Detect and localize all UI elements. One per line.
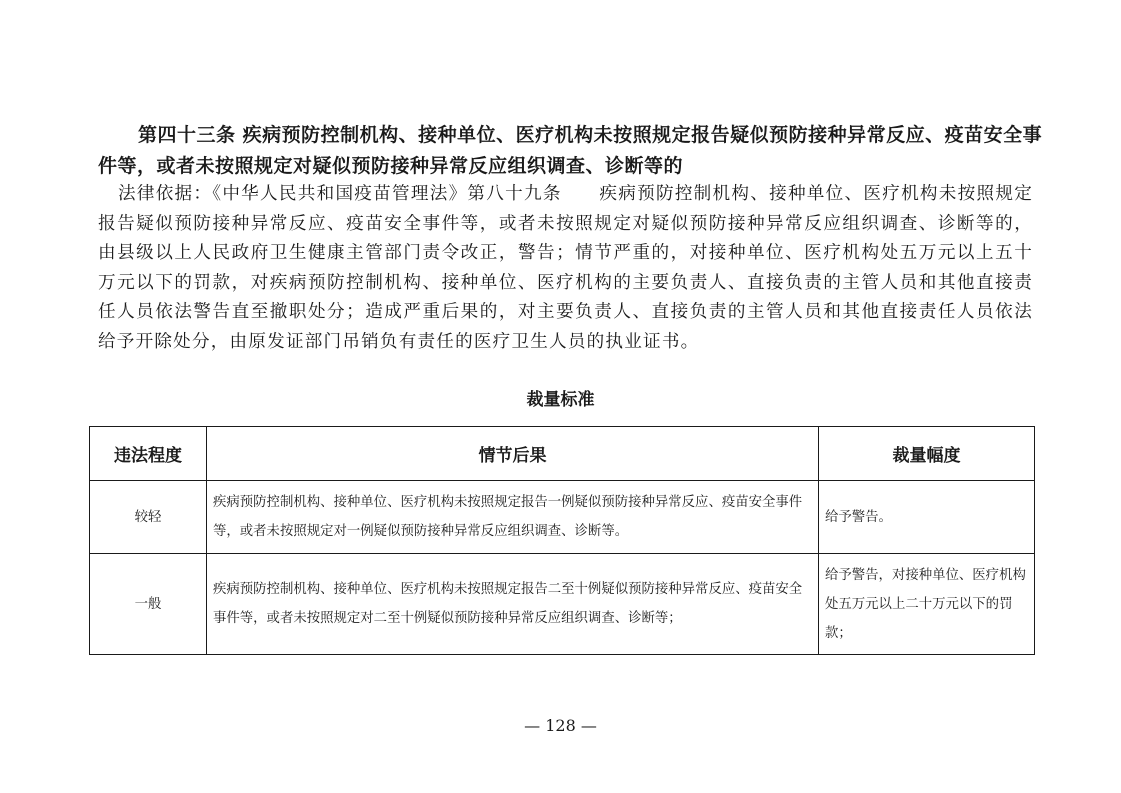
header-penalty-range: 裁量幅度 bbox=[819, 427, 1035, 481]
circumstance-cell: 疾病预防控制机构、接种单位、医疗机构未按照规定报告一例疑似预防接种异常反应、疫苗安全事件等，或者未按照规定对一例疑似预防接种异常反应组织调查、诊断等。 bbox=[207, 481, 819, 554]
table-row bbox=[90, 481, 1035, 554]
sanction-standard-table bbox=[89, 426, 1035, 655]
legal-basis-paragraph: 法律依据：《中华人民共和国疫苗管理法》第八十九条 疾病预防控制机构、接种单位、医疗机构未按照规定报告疑似预防接种异常反应、疫苗安全事件等，或者未按照规定对疑似预防接种异常反应组织调查、诊断等的，由县级以上人民政府卫生健康主管部门责令改正，警告；情节严重的，对接种单位、医疗机构处五万元以上五十万元以下的罚款，对疾病预防控制机构、接种单位、医疗机构的主要负责人、直接负责的主管人员和其他直接责任人员依法警告直至撤职处分；造成严重后果的，对主要负责人、直接负责的主管人员和其他直接责任人员依法给予开除处分，由原发证部门吊销负有责任的医疗卫生人员的执业证书。 bbox=[98, 184, 1033, 352]
violation-degree-cell: 较轻 bbox=[90, 481, 207, 554]
table-title: 裁量标准 bbox=[526, 390, 595, 410]
table-row bbox=[90, 554, 1035, 655]
circumstance-cell: 疾病预防控制机构、接种单位、医疗机构未按照规定报告二至十例疑似预防接种异常反应、疫苗安全事件等，或者未按照规定对二至十例疑似预防接种异常反应组织调查、诊断等； bbox=[207, 554, 819, 655]
article-title: 第四十三条 疾病预防控制机构、接种单位、医疗机构未按照规定报告疑似预防接种异常反应、疫苗安全事件等，或者未按照规定对疑似预防接种异常反应组织调查、诊断等的 bbox=[98, 124, 1043, 177]
violation-degree-cell: 一般 bbox=[90, 554, 207, 655]
penalty-cell: 给予警告。 bbox=[819, 481, 1035, 554]
page-number: — 128 — bbox=[524, 716, 597, 735]
header-circumstances: 情节后果 bbox=[207, 427, 819, 481]
table-header-row bbox=[90, 427, 1035, 481]
penalty-cell: 给予警告，对接种单位、医疗机构处五万元以上二十万元以下的罚款； bbox=[819, 554, 1035, 655]
header-violation-degree: 违法程度 bbox=[90, 427, 207, 481]
